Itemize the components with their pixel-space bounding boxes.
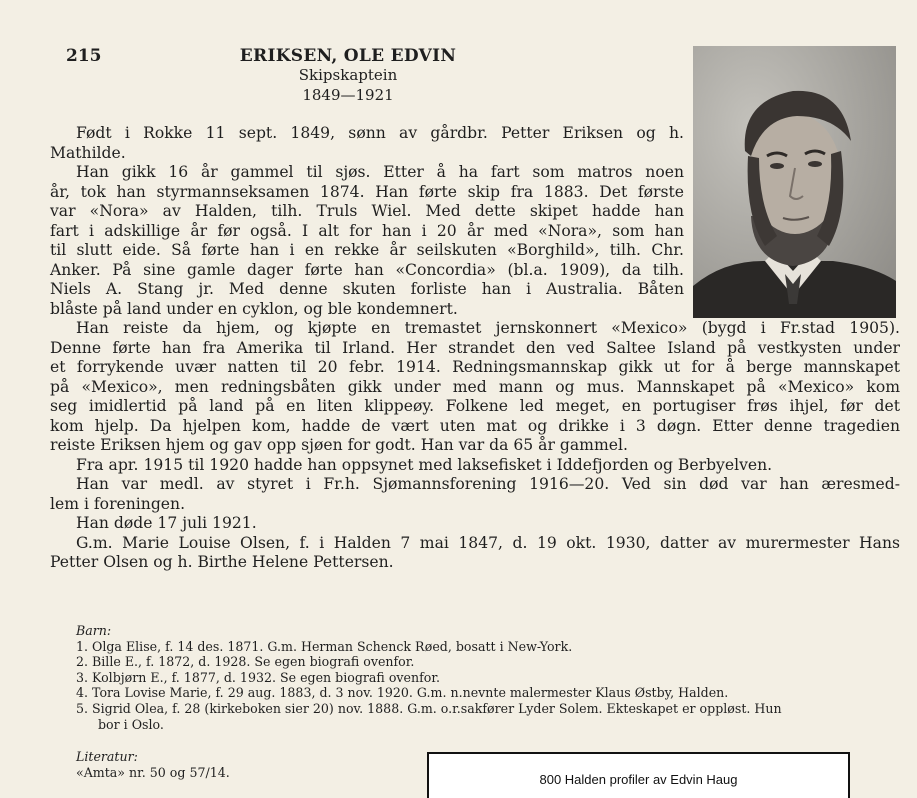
text-line: var «Nora» av Halden, tilh. Truls Wiel. Med dette skipet hadde han [50, 202, 684, 220]
text-line: G.m. Marie Louise Olsen, f. i Halden 7 mai 1847, d. 19 okt. 1930, datter av murermester Hans [76, 533, 900, 552]
children-title: Barn: [76, 623, 112, 638]
literature-section [76, 749, 230, 780]
literature-reference: «Amta» nr. 50 og 57/14. [76, 764, 230, 780]
text-line: på «Mexico», men redningsbåten gikk under med mann og mus. Mannskapet på «Mexico» kom [50, 377, 900, 396]
child-entry: 1. Olga Elise, f. 14 des. 1871. G.m. Herman Schenck Røed, bosatt i New-York. [76, 638, 573, 654]
text-line: blåste på land under en cyklon, og ble kondemnert. [50, 299, 458, 318]
text-line: Han var medl. av styret i Fr.h. Sjømannsforening 1916—20. Ved sin død var han æresmed- [76, 475, 900, 493]
text-line: Niels A. Stang jr. Med denne skuten forliste han i Australia. Båten [50, 280, 684, 298]
text-line: kom hjelp. Da hjelpen kom, hadde de vært uten mat og drikke i 3 døgn. Etter denne tragedien [50, 416, 900, 435]
child-entry: 3. Kolbjørn E., f. 1877, d. 1932. Se egen biografi ovenfor. [76, 669, 440, 685]
child-entry: 2. Bille E., f. 1872, d. 1928. Se egen biografi ovenfor. [76, 654, 415, 670]
child-entry: 4. Tora Lovise Marie, f. 29 aug. 1883, d. 3 nov. 1920. G.m. n.nevnte malermester Klaus Østby, Halden. [76, 685, 729, 701]
text-line: Anker. På sine gamle dager førte han «Concordia» (bl.a. 1909), da tilh. [50, 260, 684, 279]
source-caption: 800 Halden profiler av Edvin Haug [427, 752, 850, 798]
literature-title: Literatur: [76, 749, 138, 764]
text-line: Denne førte han fra Amerika til Irland. Her strandet den ved Saltee Island på vestkysten under [50, 338, 900, 357]
text-line: lem i foreningen. [50, 494, 186, 513]
person-title: Skipskaptein [298, 66, 398, 84]
text-line: reiste Eriksen hjem og gav opp sjøen for godt. Han var da 65 år gammel. [50, 436, 628, 454]
text-line: Fra apr. 1915 til 1920 hadde han oppsynet med laksefisket i Iddefjorden og Berbyelven. [76, 455, 773, 474]
child-entry: 5. Sigrid Olea, f. 28 (kirkeboken sier 20) nov. 1888. G.m. o.r.sakfører Lyder Solem. Ekteskapet er oppløst. Hun [76, 700, 782, 716]
page-number: 215 [66, 46, 102, 66]
children-list [76, 623, 876, 732]
text-line: et forrykende uvær natten til 20 febr. 1914. Redningsmannskap gikk ut for å berge mannskapet [50, 358, 900, 376]
text-line: fart i adskillige år før også. I alt for han i 20 år med «Nora», som han [50, 221, 684, 240]
biography-text [50, 124, 900, 573]
person-name: ERIKSEN, OLE EDVIN [239, 46, 457, 66]
text-line: Petter Olsen og h. Birthe Helene Pettersen. [50, 553, 394, 571]
text-line: Mathilde. [50, 143, 126, 162]
person-years: 1849—1921 [302, 86, 394, 104]
text-line: Han gikk 16 år gammel til sjøs. Etter å ha fart som matros noen [76, 163, 684, 181]
text-line: år, tok han styrmannseksamen 1874. Han førte skip fra 1883. Det første [50, 182, 684, 201]
text-line: til slutt eide. Så førte han i en rekke år seilskuten «Borghild», tilh. Chr. [50, 241, 684, 259]
child-entry-continuation: bor i Oslo. [98, 716, 164, 732]
text-line: Han reiste da hjem, og kjøpte en tremastet jernskonnert «Mexico» (bygd i Fr.stad 1905). [76, 319, 900, 337]
text-line: Han døde 17 juli 1921. [76, 514, 257, 532]
text-line: seg imidlertid på land på en liten klippeøy. Folkene led meget, en portugiser frøs ihjel, før det [50, 397, 900, 415]
text-line: Født i Rokke 11 sept. 1849, sønn av gårdbr. Petter Eriksen og h. [76, 124, 684, 142]
